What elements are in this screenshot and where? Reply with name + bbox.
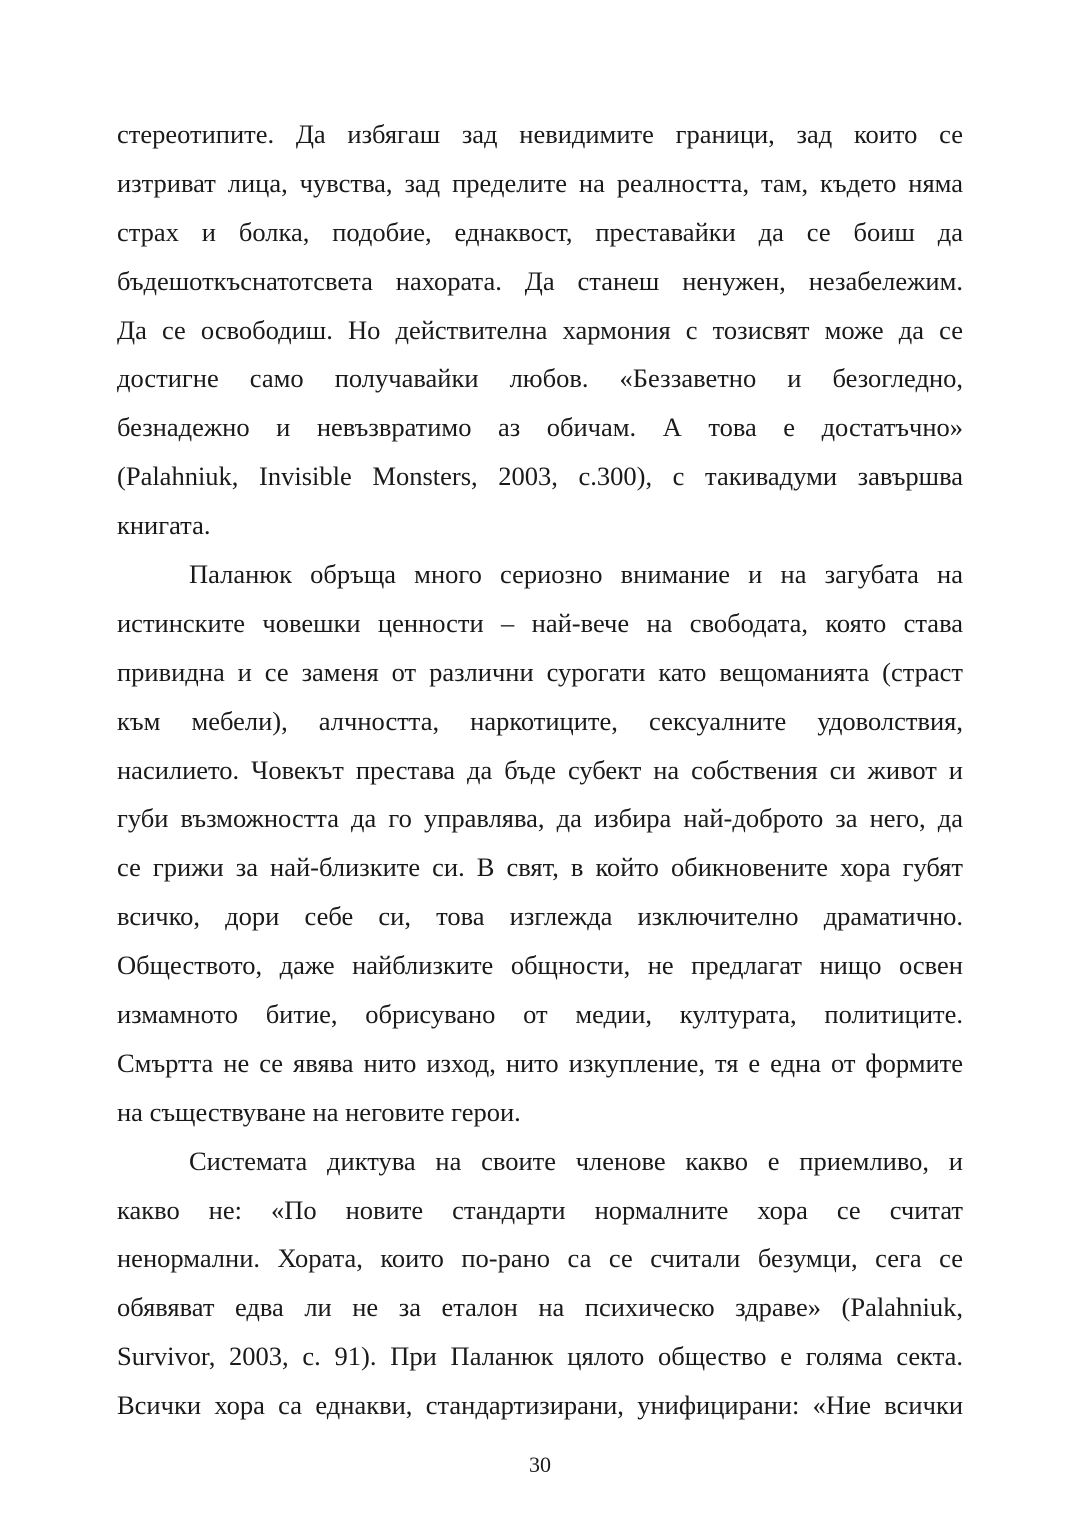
text-line: изтриват лица, чувства, зад пределите на реалността, там, където няма — [117, 167, 963, 198]
text-line: страх и болка, подобие, еднаквост, преставайки да се боиш да — [117, 216, 963, 247]
text-line: се грижи за най-близките си. В свят, в който обикновените хора губят — [117, 852, 963, 883]
text-line: Обществото, даже найблизките общности, не предлагат нищо освен — [117, 950, 963, 981]
text-line: какво не: «По новите стандарти нормалните хора се считат — [117, 1194, 963, 1225]
text-line: (Palahniuk, Invisible Monsters, 2003, с.300), с такивадуми завършва — [117, 461, 963, 492]
text-line: Survivor, 2003, с. 91). При Паланюк цялото общество е голяма секта. — [117, 1341, 963, 1372]
text-line: всичко, дори себе си, това изглежда изключително драматично. — [117, 901, 963, 932]
text-line: към мебели), алчността, наркотиците, сексуалните удоволствия, — [117, 705, 963, 736]
text-line: привидна и се заменя от различни сурогати като вещоманията (страст — [117, 656, 963, 687]
text-line: стереотипите. Да избягаш зад невидимите граници, зад които се — [117, 119, 963, 149]
text-line: на съществуване на неговите герои. — [117, 1096, 521, 1127]
text-line: Да се освободиш. Но действителна хармония с тозисвят може да се — [117, 314, 963, 345]
text-line: обявяват едва ли не за еталон на психическо здраве» (Palahniuk, — [117, 1292, 963, 1323]
paragraph-start-line: Паланюк обръща много сериозно внимание и на загубата на — [189, 559, 963, 590]
text-line: губи възможността да го управлява, да избира най-доброто за него, да — [117, 803, 963, 834]
text-line: насилието. Човекът престава да бъде субект на собствения си живот и — [117, 754, 963, 785]
text-line: безнадежно и невъзвратимо аз обичам. А това е достатъчно» — [117, 412, 963, 443]
text-line: достигне само получавайки любов. «Беззаветно и безогледно, — [117, 363, 963, 394]
text-line: Смъртта не се явява нито изход, нито изкупление, тя е една от формите — [117, 1047, 963, 1078]
paragraph-start-line: Системата диктува на своите членове какво е приемливо, и — [189, 1145, 963, 1176]
text-line: измамното битие, обрисувано от медии, културата, политиците. — [117, 999, 963, 1030]
text-line: ненормални. Хората, които по-рано са се считали безумци, сега се — [117, 1243, 963, 1274]
text-line: истинските човешки ценности – най-вече на свободата, която става — [117, 607, 963, 638]
body-text — [117, 110, 963, 1430]
text-line: бъдешоткъснатотсвета нахората. Да станеш ненужен, незабележим. — [117, 265, 963, 296]
text-line: книгата. — [117, 510, 211, 541]
page-number: 30 — [529, 1452, 551, 1477]
text-line: Всички хора са еднакви, стандартизирани, унифицирани: «Ние всички — [117, 1390, 963, 1421]
